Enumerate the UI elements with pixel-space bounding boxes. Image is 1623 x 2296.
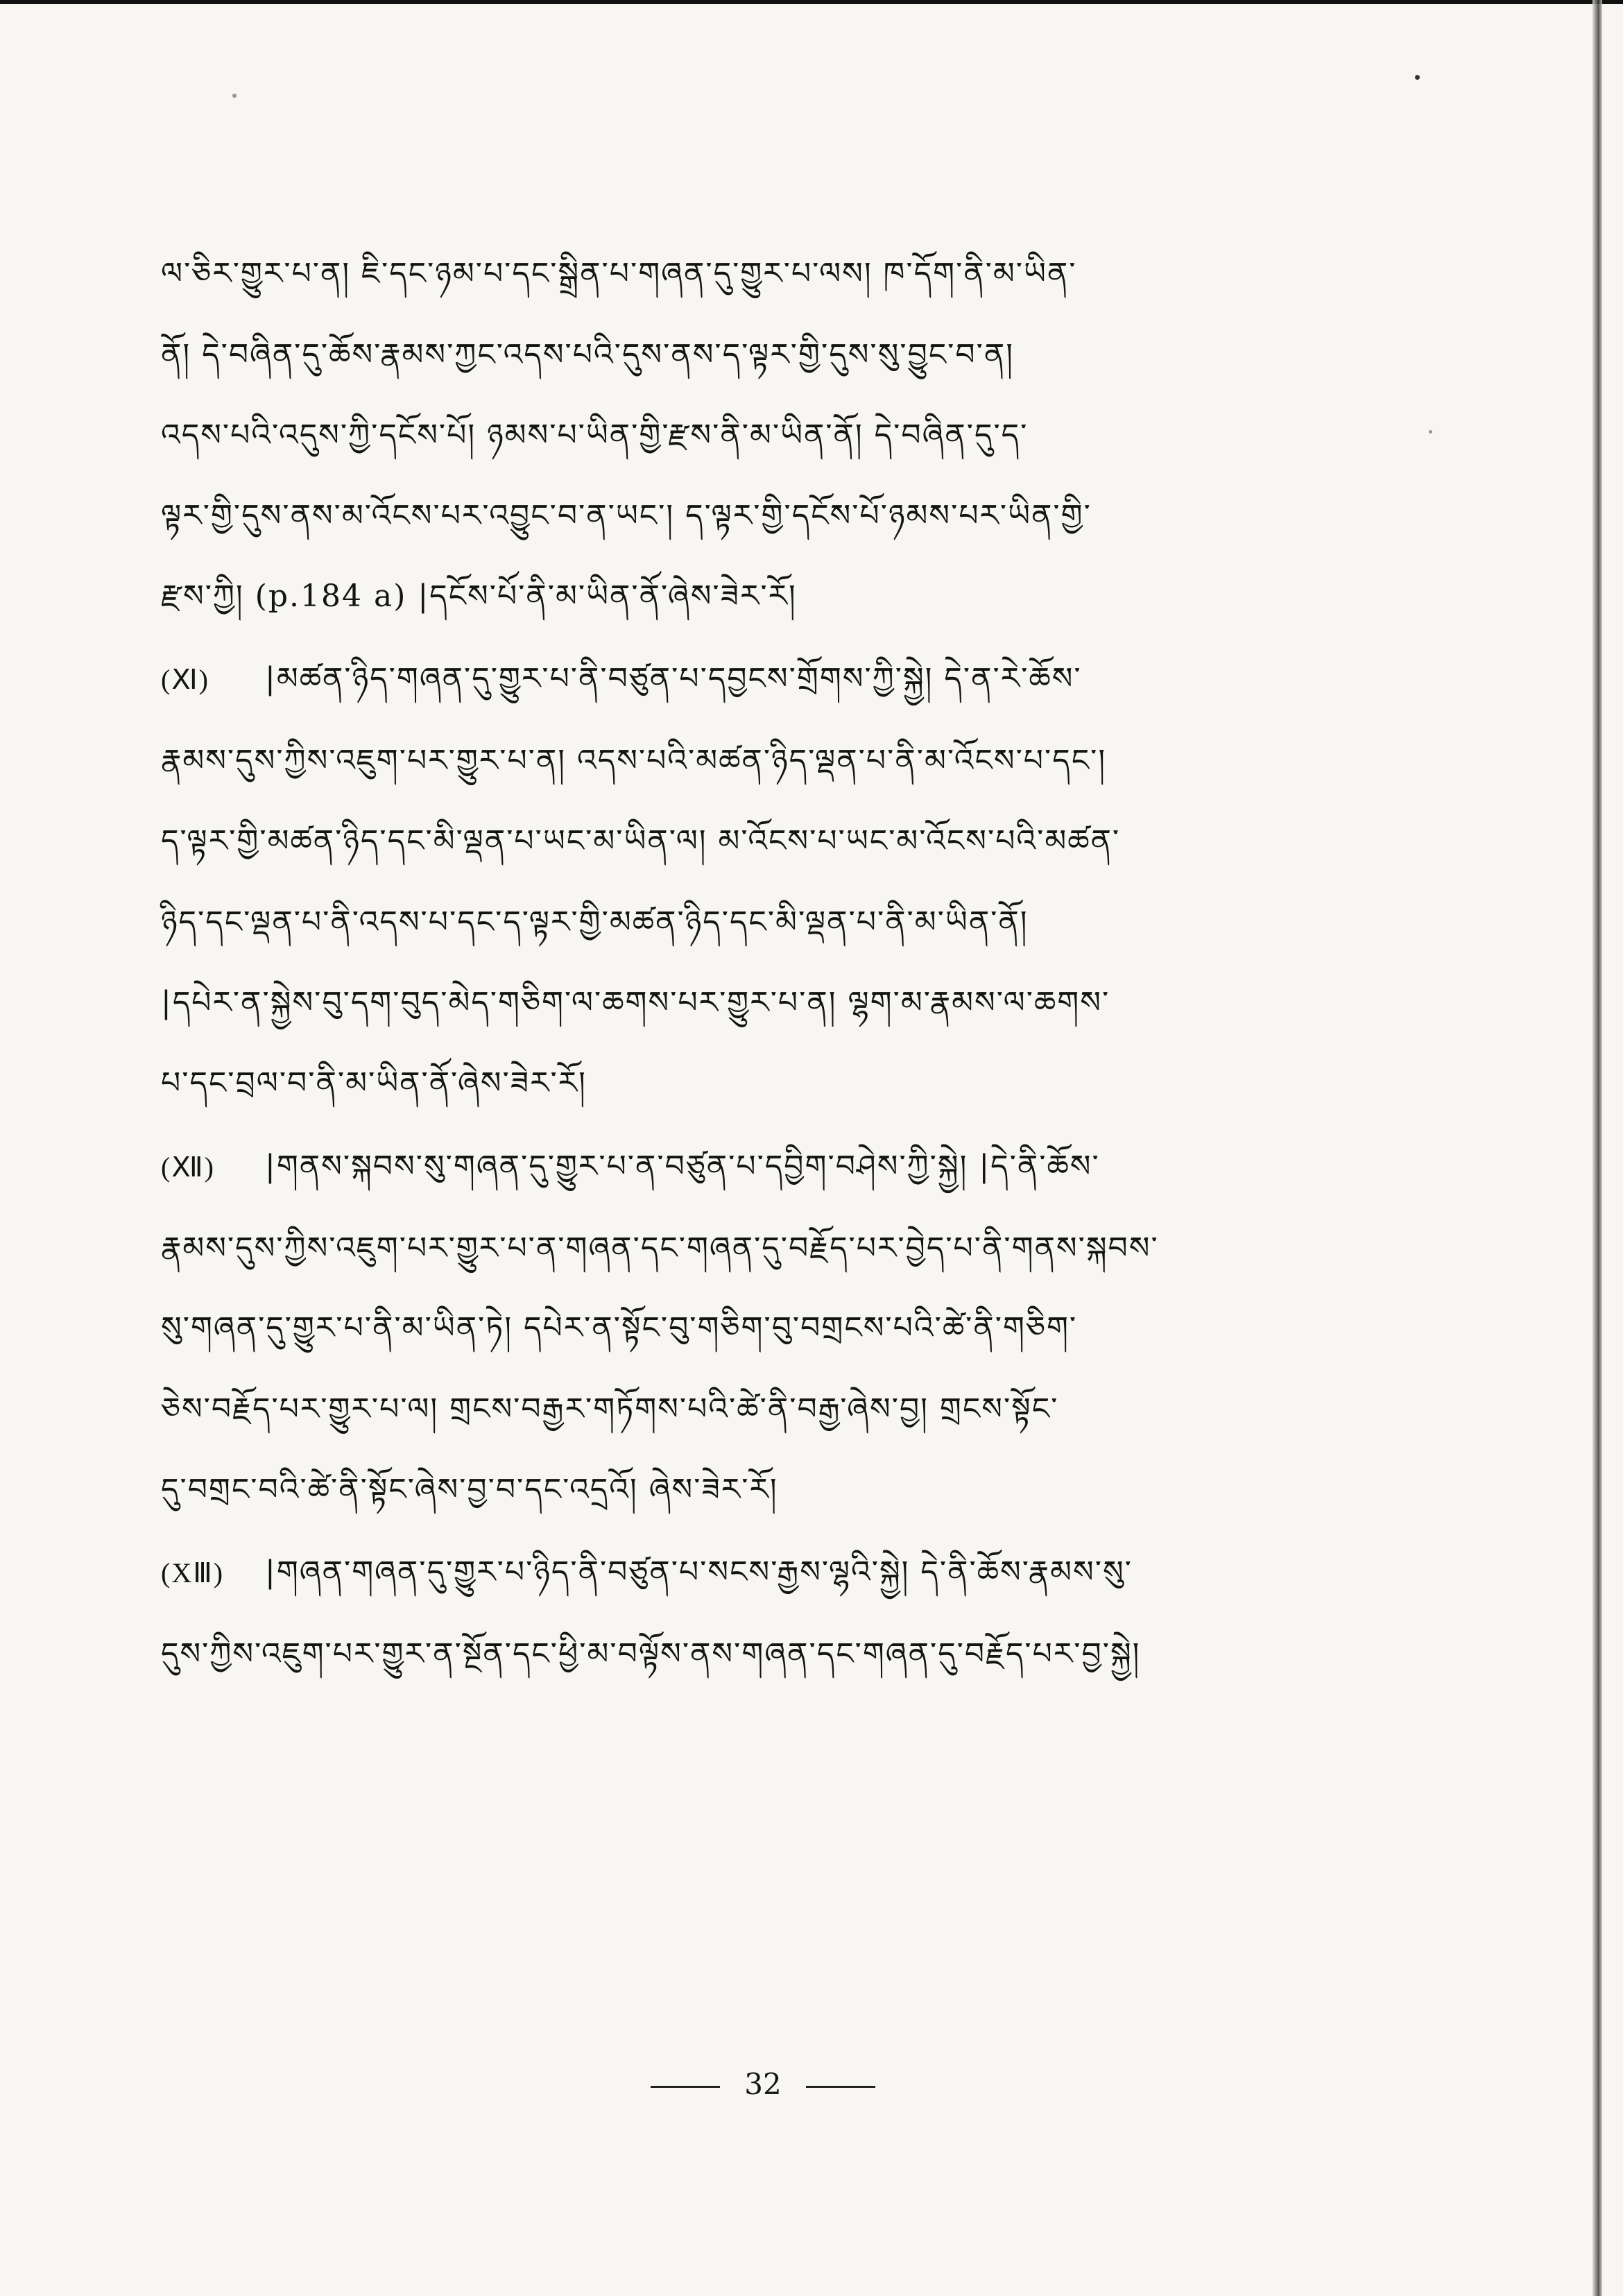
text-line (161, 415, 1028, 456)
text-line (161, 1389, 1058, 1430)
text-line (161, 821, 1120, 862)
line-text: ཉིད་དང་ལྡན་པ་ནི་འདས་པ་དང་ད་ལྟར་གྱི་མཚན་ཉིད་དང་མི་ལྡན་པ་ནི་མ་ཡིན་ནོ། (161, 905, 1029, 940)
text-line (161, 1552, 1133, 1594)
text-line (161, 982, 1110, 1024)
text-line (161, 253, 1077, 295)
page-number-left-dash (651, 2086, 720, 2088)
line-text: རྣམས་དུས་ཀྱིས་འཇུག་པར་གྱུར་པ་ན། འདས་པའི་མཚན་ཉིད་ལྡན་པ་ནི་མ་འོངས་པ་དང་། (161, 743, 1107, 778)
line-text: |དཔེར་ན་སྐྱེས་བུ་དག་བུད་མེད་གཅིག་ལ་ཆགས་པར་གྱུར་པ་ན། ལྷག་མ་རྣམས་ལ་ཆགས་ (161, 985, 1110, 1020)
paper-speck (1429, 430, 1432, 434)
line-text: དུས་ཀྱིས་འཇུག་པར་གྱུར་ན་སྔོན་དང་ཕྱི་མ་བལྟོས་ནས་གཞན་དང་གཞན་དུ་བརྗོད་པར་བྱ་སྐྱེ། (161, 1636, 1141, 1672)
text-line (161, 1146, 1100, 1188)
line-text: སུ་གཞན་དུ་གྱུར་པ་ནི་མ་ཡིན་ཏེ། དཔེར་ན་སྟོང་བུ་གཅིག་བུ་བགྲངས་པའི་ཚེ་ནི་གཅིག་ (161, 1310, 1078, 1346)
line-text: པ་དང་བྲལ་བ་ནི་མ་ཡིན་ནོ་ཞེས་ཟེར་རོ། (161, 1065, 587, 1101)
line-text: ནོ། དེ་བཞིན་དུ་ཆོས་རྣམས་ཀྱང་འདས་པའི་དུས་ནས་ད་ལྟར་གྱི་དུས་སུ་བྱུང་བ་ན། (161, 337, 1014, 372)
line-text: ཅེས་བརྗོད་པར་གྱུར་པ་ལ། གྲངས་བརྒྱར་གཏོགས་པའི་ཚེ་ནི་བརྒྱ་ཞེས་བྱ། གྲངས་སྟོང་ (161, 1391, 1059, 1427)
line-text: རྣམས་དུས་ཀྱིས་འཇུག་པར་གྱུར་པ་ན་གཞན་དང་གཞན་དུ་བརྗོད་པར་བྱེད་པ་ནི་གནས་སྐབས་ (161, 1231, 1159, 1266)
line-text: འདས་པའི་འདུས་ཀྱི་དངོས་པོ། ཉམས་པ་ཡིན་གྱི་རྫས་ནི་མ་ཡིན་ནོ། དེ་བཞིན་དུ་ད་ (161, 418, 1029, 453)
text-line (161, 1063, 587, 1104)
section-marker: (Ⅺ) (161, 664, 209, 695)
page-number-value: 32 (744, 2067, 782, 2101)
top-edge-rule (0, 0, 1623, 4)
line-text: ལ་ཅིར་གྱུར་པ་ན། ཇི་དང་ཉམ་པ་དང་སྒྲིན་པ་གཞན་དུ་གྱུར་པ་ལས། ཁ་དོག་ནི་མ་ཡིན་ (161, 256, 1077, 291)
section-marker: (XⅢ) (161, 1557, 225, 1588)
text-line (161, 658, 1082, 701)
binding-edge (1592, 0, 1602, 2296)
section-marker: (Ⅻ) (161, 1151, 215, 1183)
line-text: |མཚན་ཉིད་གཞན་དུ་གྱུར་པ་ནི་བཙུན་པ་དབྱངས་གྲོགས་ཀྱི་སྐྱེ། དེ་ན་རེ་ཆོས་ (265, 661, 1082, 696)
text-line (161, 576, 797, 617)
text-line (161, 334, 1014, 376)
text-line (161, 1308, 1077, 1349)
text-line (161, 1469, 778, 1511)
paper-speck (1415, 75, 1420, 80)
line-text: ལྟར་གྱི་དུས་ནས་མ་འོངས་པར་འབྱུང་བ་ན་ཡང་། ད་ལྟར་གྱི་དངོས་པོ་ཉམས་པར་ཡིན་གྱི་ (161, 498, 1092, 533)
line-text: |གནས་སྐབས་སུ་གཞན་དུ་གྱུར་པ་ན་བཙུན་པ་དབྱིག་བཤེས་ཀྱི་སྐྱེ། |དེ་ནི་ཆོས་ (265, 1149, 1100, 1184)
text-line (161, 495, 1092, 537)
line-text: རྫས་ཀྱི། (p.184 a) |དངོས་པོ་ནི་མ་ཡིན་ནོ་ཞེས་ཟེར་རོ། (161, 579, 797, 614)
paper-speck (232, 94, 237, 98)
text-line (161, 740, 1106, 782)
text-line (161, 1228, 1159, 1269)
text-line (161, 902, 1029, 943)
text-line (161, 1634, 1140, 1675)
line-text: དུ་བགྲང་བའི་ཚེ་ནི་སྟོང་ཞེས་བྱ་བ་དང་འདྲའོ། ཞེས་ཟེར་རོ། (161, 1472, 778, 1507)
line-text: |གཞན་གཞན་དུ་གྱུར་པ་ཉིད་ནི་བཙུན་པ་སངས་རྒྱས་ལྷའི་སྐྱེ། དེ་ནི་ཆོས་རྣམས་སུ་ (265, 1554, 1133, 1590)
line-text: ད་ལྟར་གྱི་མཚན་ཉིད་དང་མི་ལྡན་པ་ཡང་མ་ཡིན་ལ། མ་འོངས་པ་ཡང་མ་འོངས་པའི་མཚན་ (161, 823, 1121, 859)
page-number (0, 2067, 1526, 2101)
page-number-right-dash (806, 2086, 875, 2088)
